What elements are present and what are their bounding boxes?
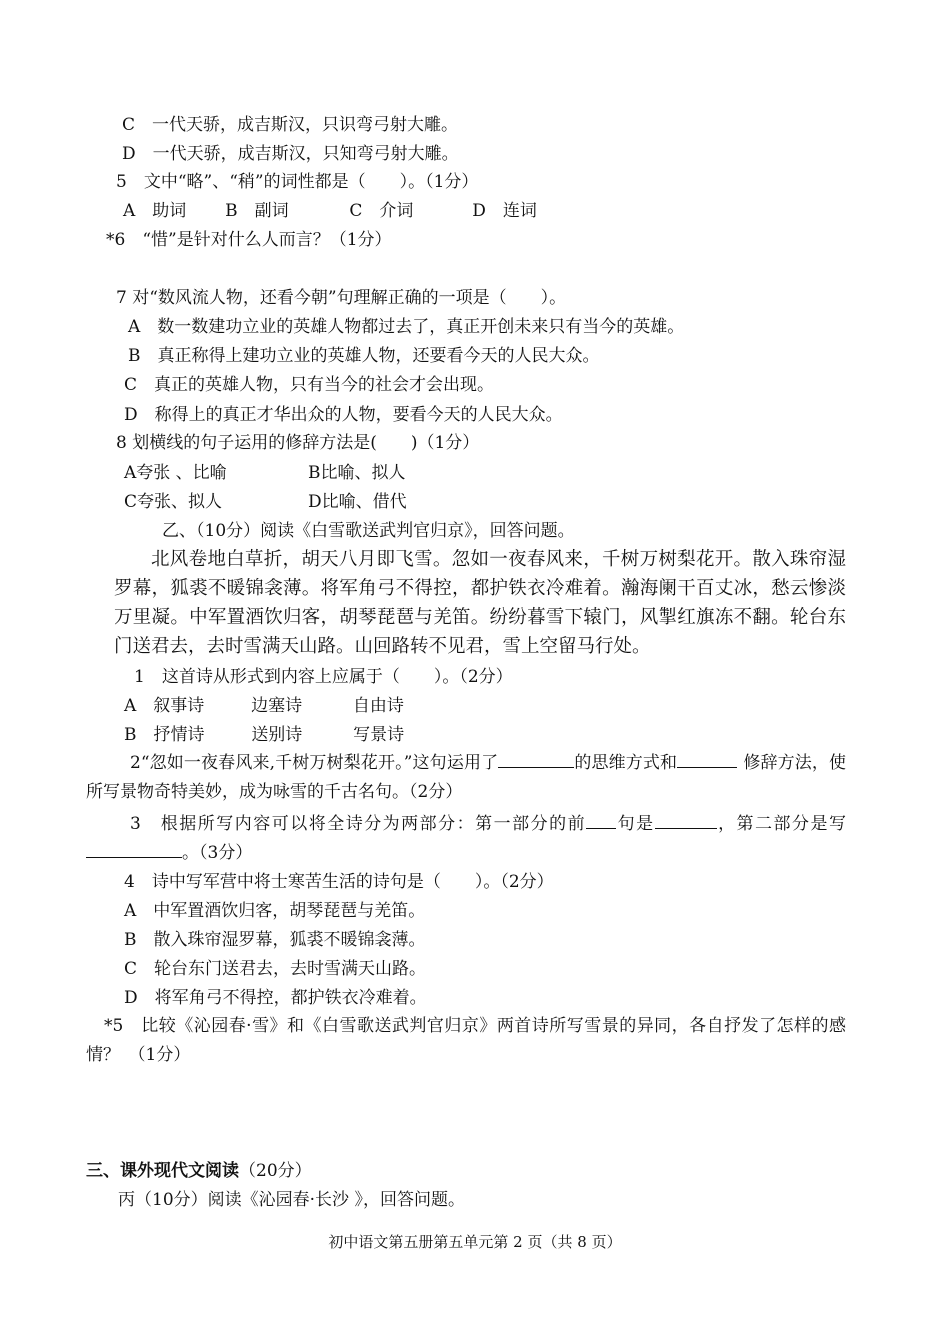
b1-option-row-2 bbox=[124, 724, 404, 746]
section-3-sub: 丙（10分）阅读《沁园春·长沙 》，回答问题。 bbox=[118, 1190, 465, 1210]
b3-question bbox=[86, 810, 846, 868]
b1-option-b-2: 送别诗 bbox=[251, 725, 303, 745]
q5-option-a: A 助词 bbox=[123, 201, 187, 221]
b1-option-b: B 抒情诗 bbox=[124, 725, 205, 745]
question-7-stem: 7 对“数风流人物，还看今朝”句理解正确的一项是（ ）。 bbox=[116, 288, 567, 308]
b2-blank-1[interactable] bbox=[498, 750, 574, 768]
b3-text-4: 。（3分） bbox=[182, 843, 253, 863]
b1-option-row-1 bbox=[124, 695, 404, 717]
question-5-stem: 5 文中“略”、“稍”的词性都是（ ）。（1分） bbox=[116, 172, 479, 192]
q7-option-b: B 真正称得上建功立业的英雄人物，还要看今天的人民大众。 bbox=[128, 346, 600, 366]
b2-text-2: 的思维方式和 bbox=[574, 753, 678, 773]
b2-blank-2[interactable] bbox=[677, 750, 737, 768]
q7-option-d: D 称得上的真正才华出众的人物，要看今天的人民大众。 bbox=[124, 405, 563, 425]
poem-text: 北风卷地白草折，胡天八月即飞雪。忽如一夜春风来，千树万树梨花开。散入珠帘湿罗幕，狐裘不暖锦衾薄。将军角弓不得控，都护铁衣冷难着。瀚海阑干百丈冰，愁云惨淡万里凝。中军置酒饮归客，胡琴琵琶与羌笛。纷纷暮雪下辕门，风掣红旗冻不翻。轮台东门送君去，去时雪满天山路。山回路转不见君，雪上空留马行处。 bbox=[114, 549, 846, 657]
b1-option-a: A 叙事诗 bbox=[124, 696, 205, 716]
q7-option-a: A 数一数建功立业的英雄人物都过去了，真正开创未来只有当今的英雄。 bbox=[128, 317, 685, 337]
b4-stem: 4 诗中写军营中将士寒苦生活的诗句是（ ）。（2分） bbox=[124, 872, 554, 892]
b3-text-2: 句是 bbox=[616, 814, 655, 834]
q8-option-b: B比喻、拟人 bbox=[308, 463, 406, 483]
b3-blank-3[interactable] bbox=[86, 840, 182, 858]
b2-question bbox=[86, 749, 846, 807]
section-3-title: 三、课外现代文阅读 bbox=[86, 1161, 239, 1181]
question-5-options bbox=[123, 200, 537, 222]
section-3-score: （20分） bbox=[239, 1161, 312, 1181]
b4-option-b: B 散入珠帘湿罗幕，狐裘不暖锦衾薄。 bbox=[124, 930, 426, 950]
b3-text-3: ，第二部分是写 bbox=[716, 814, 847, 834]
q8-option-d: D比喻、借代 bbox=[308, 492, 407, 512]
b2-text-1: 2“忽如一夜春风来,千树万树梨花开。”这句运用了 bbox=[130, 753, 499, 773]
b4-option-a: A 中军置酒饮归客，胡琴琵琶与羌笛。 bbox=[124, 901, 426, 921]
q8-option-c: C夸张、拟人 bbox=[124, 492, 223, 512]
b2-text-3: 修辞方法，使所写景物奇特美妙，成为咏雪的千古名句。（2分） bbox=[86, 753, 847, 802]
b5-question: *5 比较《沁园春·雪》和《白雪歌送武判官归京》两首诗所写雪景的异同，各自抒发了怎样的感情？ （1分） bbox=[86, 1016, 846, 1065]
b1-option-b-3: 写景诗 bbox=[353, 725, 405, 745]
q8-option-a: A夸张 、比喻 bbox=[124, 463, 227, 483]
prev-option-d: D 一代天骄，成吉斯汉，只知弯弓射大雕。 bbox=[122, 144, 459, 164]
b3-text-1: 3 根据所写内容可以将全诗分为两部分：第一部分的前 bbox=[130, 814, 587, 834]
b3-blank-2[interactable] bbox=[655, 811, 717, 829]
prev-option-c: C 一代天骄，成吉斯汉，只识弯弓射大雕。 bbox=[122, 115, 459, 135]
question-8-stem: 8 划横线的句子运用的修辞方法是( )（1分） bbox=[116, 433, 480, 453]
b1-option-a-3: 自由诗 bbox=[352, 696, 404, 716]
b4-option-c: C 轮台东门送君去，去时雪满天山路。 bbox=[124, 959, 427, 979]
q5-option-b: B 副词 bbox=[225, 201, 289, 221]
page-footer: 初中语文第五册第五单元第 2 页（共 8 页） bbox=[328, 1233, 622, 1251]
section-3-heading bbox=[86, 1160, 312, 1182]
b4-option-d: D 将军角弓不得控，都护铁衣冷难着。 bbox=[124, 988, 427, 1008]
q7-option-c: C 真正的英雄人物，只有当今的社会才会出现。 bbox=[124, 375, 495, 395]
q5-option-d: D 连词 bbox=[472, 201, 537, 221]
q5-option-c: C 介词 bbox=[349, 201, 414, 221]
b3-blank-1[interactable] bbox=[586, 811, 616, 829]
part-b-heading: 乙、（10分）阅读《白雪歌送武判官归京》，回答问题。 bbox=[162, 521, 575, 541]
b1-stem: 1 这首诗从形式到内容上应属于（ ）。（2分） bbox=[134, 667, 513, 687]
b1-option-a-2: 边塞诗 bbox=[251, 696, 303, 716]
question-6-stem: *6 “惜”是针对什么人而言？（1分） bbox=[106, 230, 392, 250]
